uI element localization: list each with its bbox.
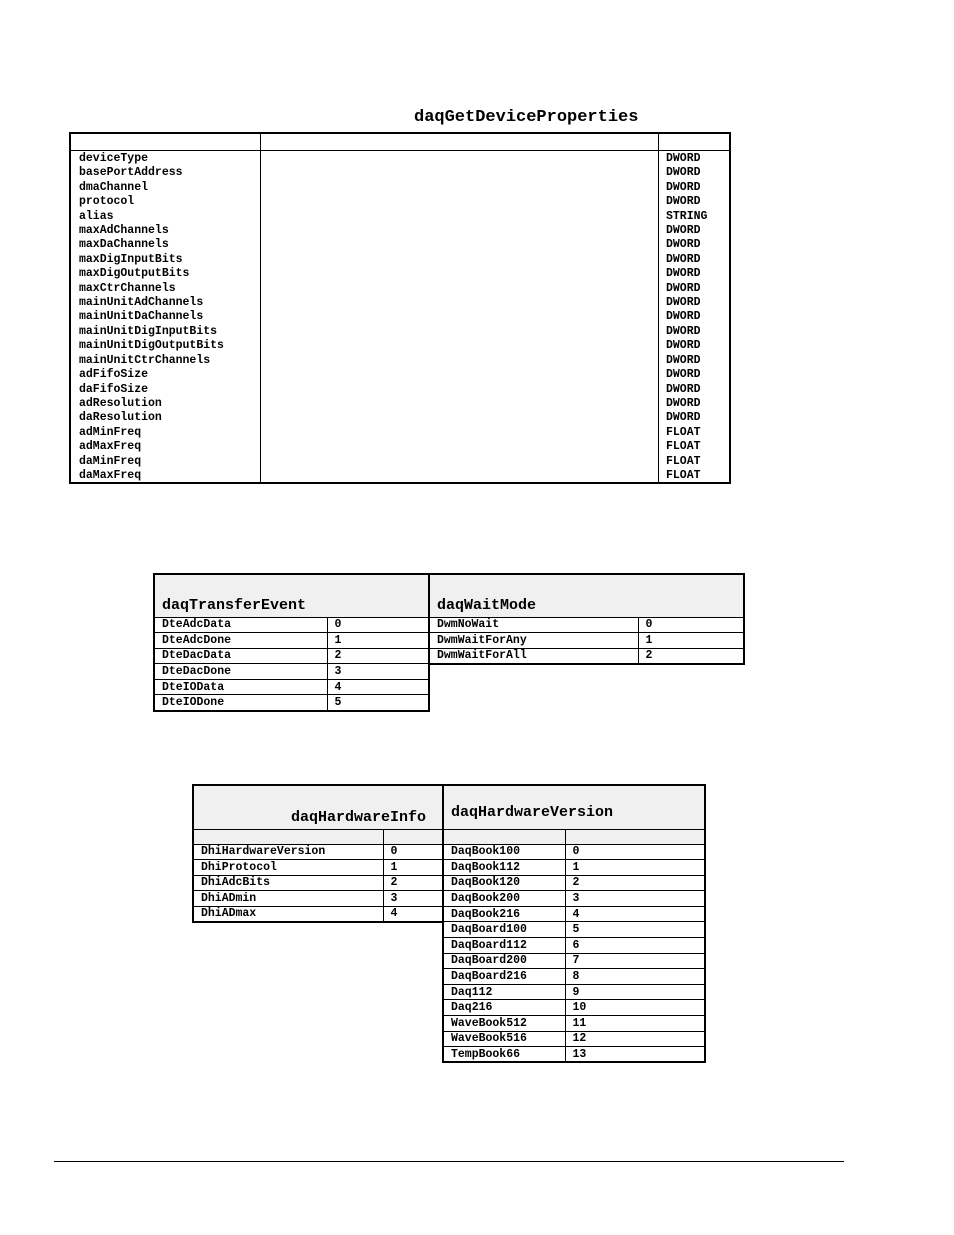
property-type: STRING [666, 209, 708, 223]
enum-name: DhiProtocol [193, 860, 383, 876]
enum-value: 5 [327, 695, 429, 711]
hardware-version-table [442, 784, 706, 1063]
enum-name: DwmNoWait [429, 617, 638, 633]
enum-name: DteDacData [154, 648, 327, 664]
enum-value: 1 [638, 633, 744, 649]
enum-name: DaqBoard100 [443, 922, 565, 938]
property-name: mainUnitAdChannels [79, 296, 204, 310]
property-type: FLOAT [666, 454, 701, 468]
table-row [443, 922, 705, 938]
enum-name: WaveBook516 [443, 1031, 565, 1047]
property-name: dmaChannel [79, 180, 149, 194]
table-row [443, 953, 705, 969]
enum-name: DaqBook120 [443, 875, 565, 891]
property-type: FLOAT [666, 425, 701, 439]
device-properties-title: daqGetDeviceProperties [414, 108, 639, 127]
enum-value: 10 [565, 1000, 705, 1016]
table-row [443, 984, 705, 1000]
property-type: DWORD [666, 252, 701, 266]
enum-name: DaqBoard200 [443, 953, 565, 969]
enum-name: WaveBook512 [443, 1016, 565, 1032]
property-type: DWORD [666, 281, 701, 295]
table-row [193, 844, 443, 860]
property-name: alias [79, 209, 114, 223]
enum-value: 0 [327, 617, 429, 633]
footer-rule [54, 1161, 844, 1162]
table-row [443, 1047, 705, 1063]
enum-value: 2 [565, 875, 705, 891]
property-name: daMinFreq [79, 454, 142, 468]
property-name: mainUnitDigOutputBits [79, 339, 224, 353]
property-type: DWORD [666, 382, 701, 396]
table-row [429, 648, 744, 664]
property-type: DWORD [666, 310, 701, 324]
enum-value: 3 [565, 891, 705, 907]
enum-value: 4 [565, 906, 705, 922]
property-name: daFifoSize [79, 382, 149, 396]
enum-name: DaqBook112 [443, 860, 565, 876]
header-cell [383, 829, 443, 844]
property-name: maxCtrChannels [79, 281, 176, 295]
property-name: mainUnitDigInputBits [79, 324, 218, 338]
enum-name: DwmWaitForAll [429, 648, 638, 664]
property-name: basePortAddress [79, 166, 183, 180]
header-cell [443, 829, 565, 844]
enum-value: 2 [327, 648, 429, 664]
property-type: DWORD [666, 353, 701, 367]
property-type: DWORD [666, 238, 701, 252]
transfer-event-table [153, 573, 430, 712]
device-properties-table [69, 132, 731, 484]
property-name-column [79, 152, 224, 483]
enum-value: 3 [383, 891, 443, 907]
table-row [443, 891, 705, 907]
table-row [193, 860, 443, 876]
table-row [193, 891, 443, 907]
table-row [443, 1000, 705, 1016]
property-name: adResolution [79, 396, 162, 410]
table-row [443, 875, 705, 891]
property-type: DWORD [666, 195, 701, 209]
enum-name: Daq112 [443, 984, 565, 1000]
enum-value: 0 [565, 844, 705, 860]
table-row [443, 844, 705, 860]
enum-value: 6 [565, 938, 705, 954]
table-row [154, 617, 429, 633]
property-name: maxDaChannels [79, 238, 169, 252]
table-row [154, 664, 429, 680]
table-row [443, 860, 705, 876]
enum-name: TempBook66 [443, 1047, 565, 1063]
enum-name: DaqBook100 [443, 844, 565, 860]
enum-name: DhiADmax [193, 906, 383, 922]
table-row [429, 633, 744, 649]
enum-value: 13 [565, 1047, 705, 1063]
property-type: DWORD [666, 180, 701, 194]
property-name: maxAdChannels [79, 224, 169, 238]
hardware-info-table [192, 784, 444, 923]
property-type: DWORD [666, 368, 701, 382]
property-name: daResolution [79, 411, 162, 425]
enum-value: 4 [327, 679, 429, 695]
property-type: DWORD [666, 166, 701, 180]
header-cell [193, 829, 383, 844]
enum-name: DwmWaitForAny [429, 633, 638, 649]
enum-name: DteAdcData [154, 617, 327, 633]
enum-value: 8 [565, 969, 705, 985]
property-type: DWORD [666, 224, 701, 238]
transfer-event-title: daqTransferEvent [154, 574, 429, 617]
enum-name: DhiAdcBits [193, 875, 383, 891]
table-row [193, 875, 443, 891]
table-row [154, 648, 429, 664]
wait-mode-table [428, 573, 745, 665]
property-name: adMinFreq [79, 425, 142, 439]
property-type: DWORD [666, 339, 701, 353]
enum-name: DaqBoard112 [443, 938, 565, 954]
enum-name: DteIOData [154, 679, 327, 695]
enum-name: DhiADmin [193, 891, 383, 907]
enum-value: 11 [565, 1016, 705, 1032]
table-row [443, 938, 705, 954]
table-row [443, 906, 705, 922]
property-name: maxDigOutputBits [79, 267, 190, 281]
property-name: daMaxFreq [79, 468, 142, 482]
property-type: DWORD [666, 152, 701, 165]
enum-value: 0 [383, 844, 443, 860]
enum-value: 5 [565, 922, 705, 938]
enum-value: 2 [383, 875, 443, 891]
enum-value: 2 [638, 648, 744, 664]
property-name: deviceType [79, 152, 149, 165]
enum-value: 1 [383, 860, 443, 876]
enum-value: 0 [638, 617, 744, 633]
table-header-row [71, 134, 729, 151]
enum-value: 12 [565, 1031, 705, 1047]
table-row [193, 906, 443, 922]
property-type: DWORD [666, 396, 701, 410]
enum-name: DaqBook200 [443, 891, 565, 907]
table-row [154, 679, 429, 695]
property-type: DWORD [666, 411, 701, 425]
table-row [429, 617, 744, 633]
table-row [154, 695, 429, 711]
enum-name: DteDacDone [154, 664, 327, 680]
column-divider [260, 134, 261, 482]
enum-name: DhiHardwareVersion [193, 844, 383, 860]
property-name: mainUnitCtrChannels [79, 353, 211, 367]
property-name: mainUnitDaChannels [79, 310, 204, 324]
property-type: FLOAT [666, 468, 701, 482]
table-row [154, 633, 429, 649]
property-type: DWORD [666, 267, 701, 281]
enum-value: 9 [565, 984, 705, 1000]
hardware-version-title: daqHardwareVersion [443, 785, 705, 829]
table-row [443, 1016, 705, 1032]
property-type: DWORD [666, 324, 701, 338]
table-row [443, 969, 705, 985]
enum-value: 1 [565, 860, 705, 876]
property-type: DWORD [666, 296, 701, 310]
property-type: FLOAT [666, 440, 701, 454]
enum-name: DteIODone [154, 695, 327, 711]
enum-name: DteAdcDone [154, 633, 327, 649]
property-name: adFifoSize [79, 368, 149, 382]
enum-value: 3 [327, 664, 429, 680]
enum-value: 4 [383, 906, 443, 922]
enum-name: DaqBook216 [443, 906, 565, 922]
enum-name: Daq216 [443, 1000, 565, 1016]
header-cell [565, 829, 705, 844]
property-type-column [666, 152, 707, 483]
enum-name: DaqBoard216 [443, 969, 565, 985]
property-name: maxDigInputBits [79, 252, 183, 266]
table-row [443, 1031, 705, 1047]
column-divider [658, 134, 659, 482]
wait-mode-title: daqWaitMode [429, 574, 744, 617]
property-name: adMaxFreq [79, 440, 142, 454]
enum-value: 7 [565, 953, 705, 969]
enum-value: 1 [327, 633, 429, 649]
property-name: protocol [79, 195, 135, 209]
hardware-info-title: daqHardwareInfo [193, 785, 443, 829]
